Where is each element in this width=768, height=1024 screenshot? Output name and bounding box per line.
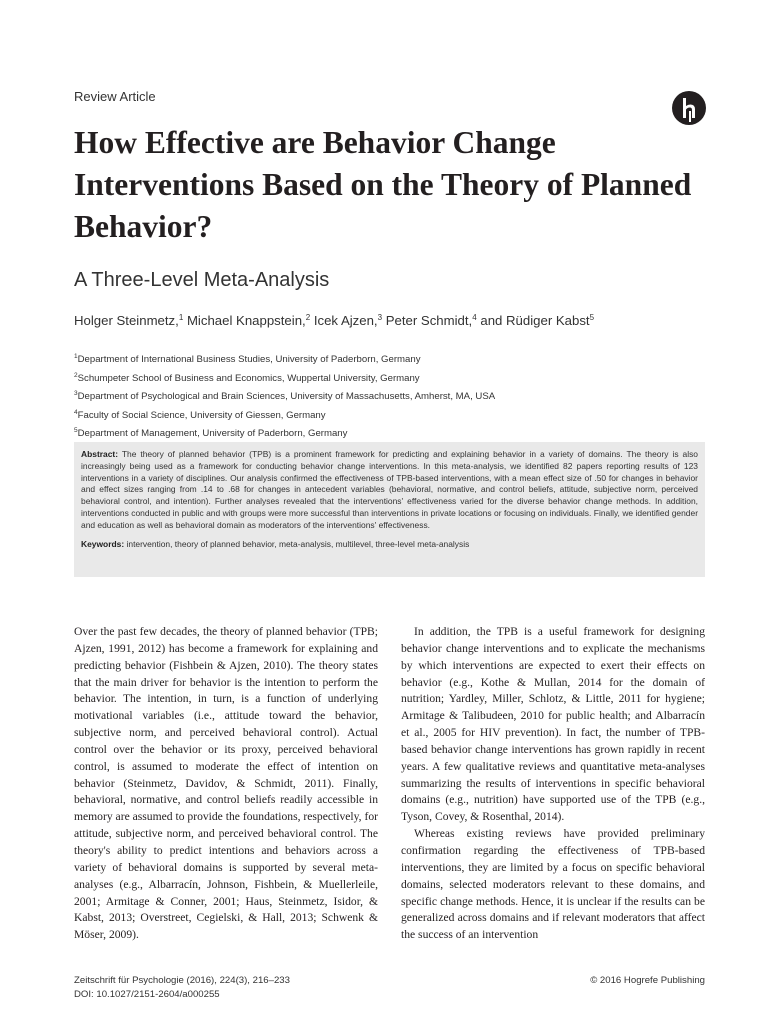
- copyright-notice: © 2016 Hogrefe Publishing: [590, 975, 705, 986]
- doi: DOI: 10.1027/2151-2604/a000255: [74, 989, 220, 1000]
- affiliation-list: [74, 349, 495, 442]
- keywords: [81, 539, 698, 551]
- author-list: [74, 313, 714, 328]
- journal-citation: Zeitschrift für Psychologie (2016), 224(3), 216–233: [74, 975, 290, 986]
- author: Peter Schmidt,$^4$: [385, 313, 477, 328]
- paragraph: Whereas existing reviews have provided preliminary confirmation regarding the effectiveness of TPB-based interventions, they are limited by a focus on specific behavioral domains, selected moderators relevant to these domains, and specific change methods. Hence, it is unclear if the results can be generalized across domains and if relevant moderators that affect the success of an intervention: [401, 827, 705, 942]
- affiliation: $^2$Schumpeter School of Business and Economics, Wuppertal University, Germany: [74, 371, 420, 384]
- body-column-left: [74, 624, 378, 944]
- abstract-box: [74, 442, 705, 577]
- author: and Rüdiger Kabst$^5$: [480, 313, 595, 328]
- author: Michael Knappstein,$^2$: [186, 313, 311, 328]
- body-column-right: [401, 624, 705, 944]
- affiliation: $^3$Department of Psychological and Brain Sciences, University of Massachusetts, Amherst, MA, USA: [74, 390, 496, 403]
- keywords-label: Keywords:: [81, 539, 125, 550]
- abstract-body: The theory of planned behavior (TPB) is a prominent framework for predicting and explaining behavior in a variety of domains. The theory is also increasingly being used as a framework for conducting behavior change interventions. In this meta-analysis, we identified 82 papers reporting results of 123 interventions in a variety of disciplines. Our analysis confirmed the effectiveness of TPB-based interventions, with a mean effect size of .50 for changes in behavior and effect sizes ranging from .14 to .68 for changes in antecedent variables (behavioral, normative, and control beliefs, attitude, subjective norm, perceived behavioral control, and intention). Further analyses revealed that the interventions' effectiveness varied for the diverse behavior change methods. In addition, interventions conducted in public and with groups were more successful than interventions in private locations or focusing on individuals. Finally, we identified gender and education as well as behavioral domain as moderators of the interventions' effectiveness.: [81, 449, 698, 530]
- article-subtitle: A Three-Level Meta-Analysis: [74, 269, 330, 291]
- affiliation: $^5$Department of Management, University of Paderborn, Germany: [74, 427, 348, 440]
- affiliation: $^4$Faculty of Social Science, University of Giessen, Germany: [74, 408, 326, 421]
- paragraph: Over the past few decades, the theory of planned behavior (TPB; Ajzen, 1991, 2012) has become a framework for explaining and predicting behavior (Fishbein & Ajzen, 2010). The theory states that the main driver for behavior is the intention to perform the behavior. The intention, in turn, is a function of underlying motivational variables (i.e., attitude toward the behavior, subjective norm, and perceived behavioral control). Actual control over the behavior or its proxy, perceived behavioral control, is assumed to moderate the effect of intention on behavior (Steinmetz, Davidov, & Schmidt, 2011). Finally, behavioral, normative, and control beliefs readily accessible in memory are assumed to provide the foundations, respectively, for attitude, subjective norm, and perceived behavioral control. The theory's ability to predict intentions and behaviors across a variety of behavioral domains is supported by several meta-analyses (e.g., Albarracín, Johnson, Fishbein, & Muellerleile, 2001; Armitage & Conner, 2001; Haus, Steinmetz, Isidor, & Kabst, 2013; Overstreet, Cegielski, & Hall, 2013; Schwenk & Möser, 2009).: [74, 625, 378, 942]
- abstract-label: Abstract:: [81, 449, 119, 459]
- keywords-body: intervention, theory of planned behavior, meta-analysis, multilevel, three-level meta-analysis: [126, 539, 470, 550]
- paragraph: In addition, the TPB is a useful framework for designing behavior change interventions and to explicate the mechanisms by which interventions are expected to exert their effects on behavior (e.g., Kothe & Mullan, 2014 for the domain of nutrition; Yardley, Miller, Schlotz, & Little, 2011 for hygiene; Armitage & Talibudeen, 2010 for public health; and Albarracín et al., 2005 for HIV prevention). In fact, the number of TPB-based behavior change interventions has grown rapidly in recent years. A few qualitative reviews and quantitative meta-analyses summarizing the results of interventions in specific behavioral domains (e.g., nutrition) have supported use of the TPB (e.g., Tyson, Covey, & Rosenthal, 2014).: [401, 625, 705, 824]
- hogrefe-logo-icon: [672, 91, 706, 125]
- article-type-label: Review Article: [74, 89, 156, 104]
- author: Holger Steinmetz,$^1$: [74, 313, 184, 328]
- affiliation: $^1$Department of International Business Studies, University of Paderborn, Germany: [74, 353, 421, 365]
- author: Icek Ajzen,$^3$: [313, 313, 383, 328]
- article-title: How Effective are Behavior Change Interventions Based on the Theory of Planned Behavior?: [74, 125, 692, 244]
- abstract: [81, 449, 698, 531]
